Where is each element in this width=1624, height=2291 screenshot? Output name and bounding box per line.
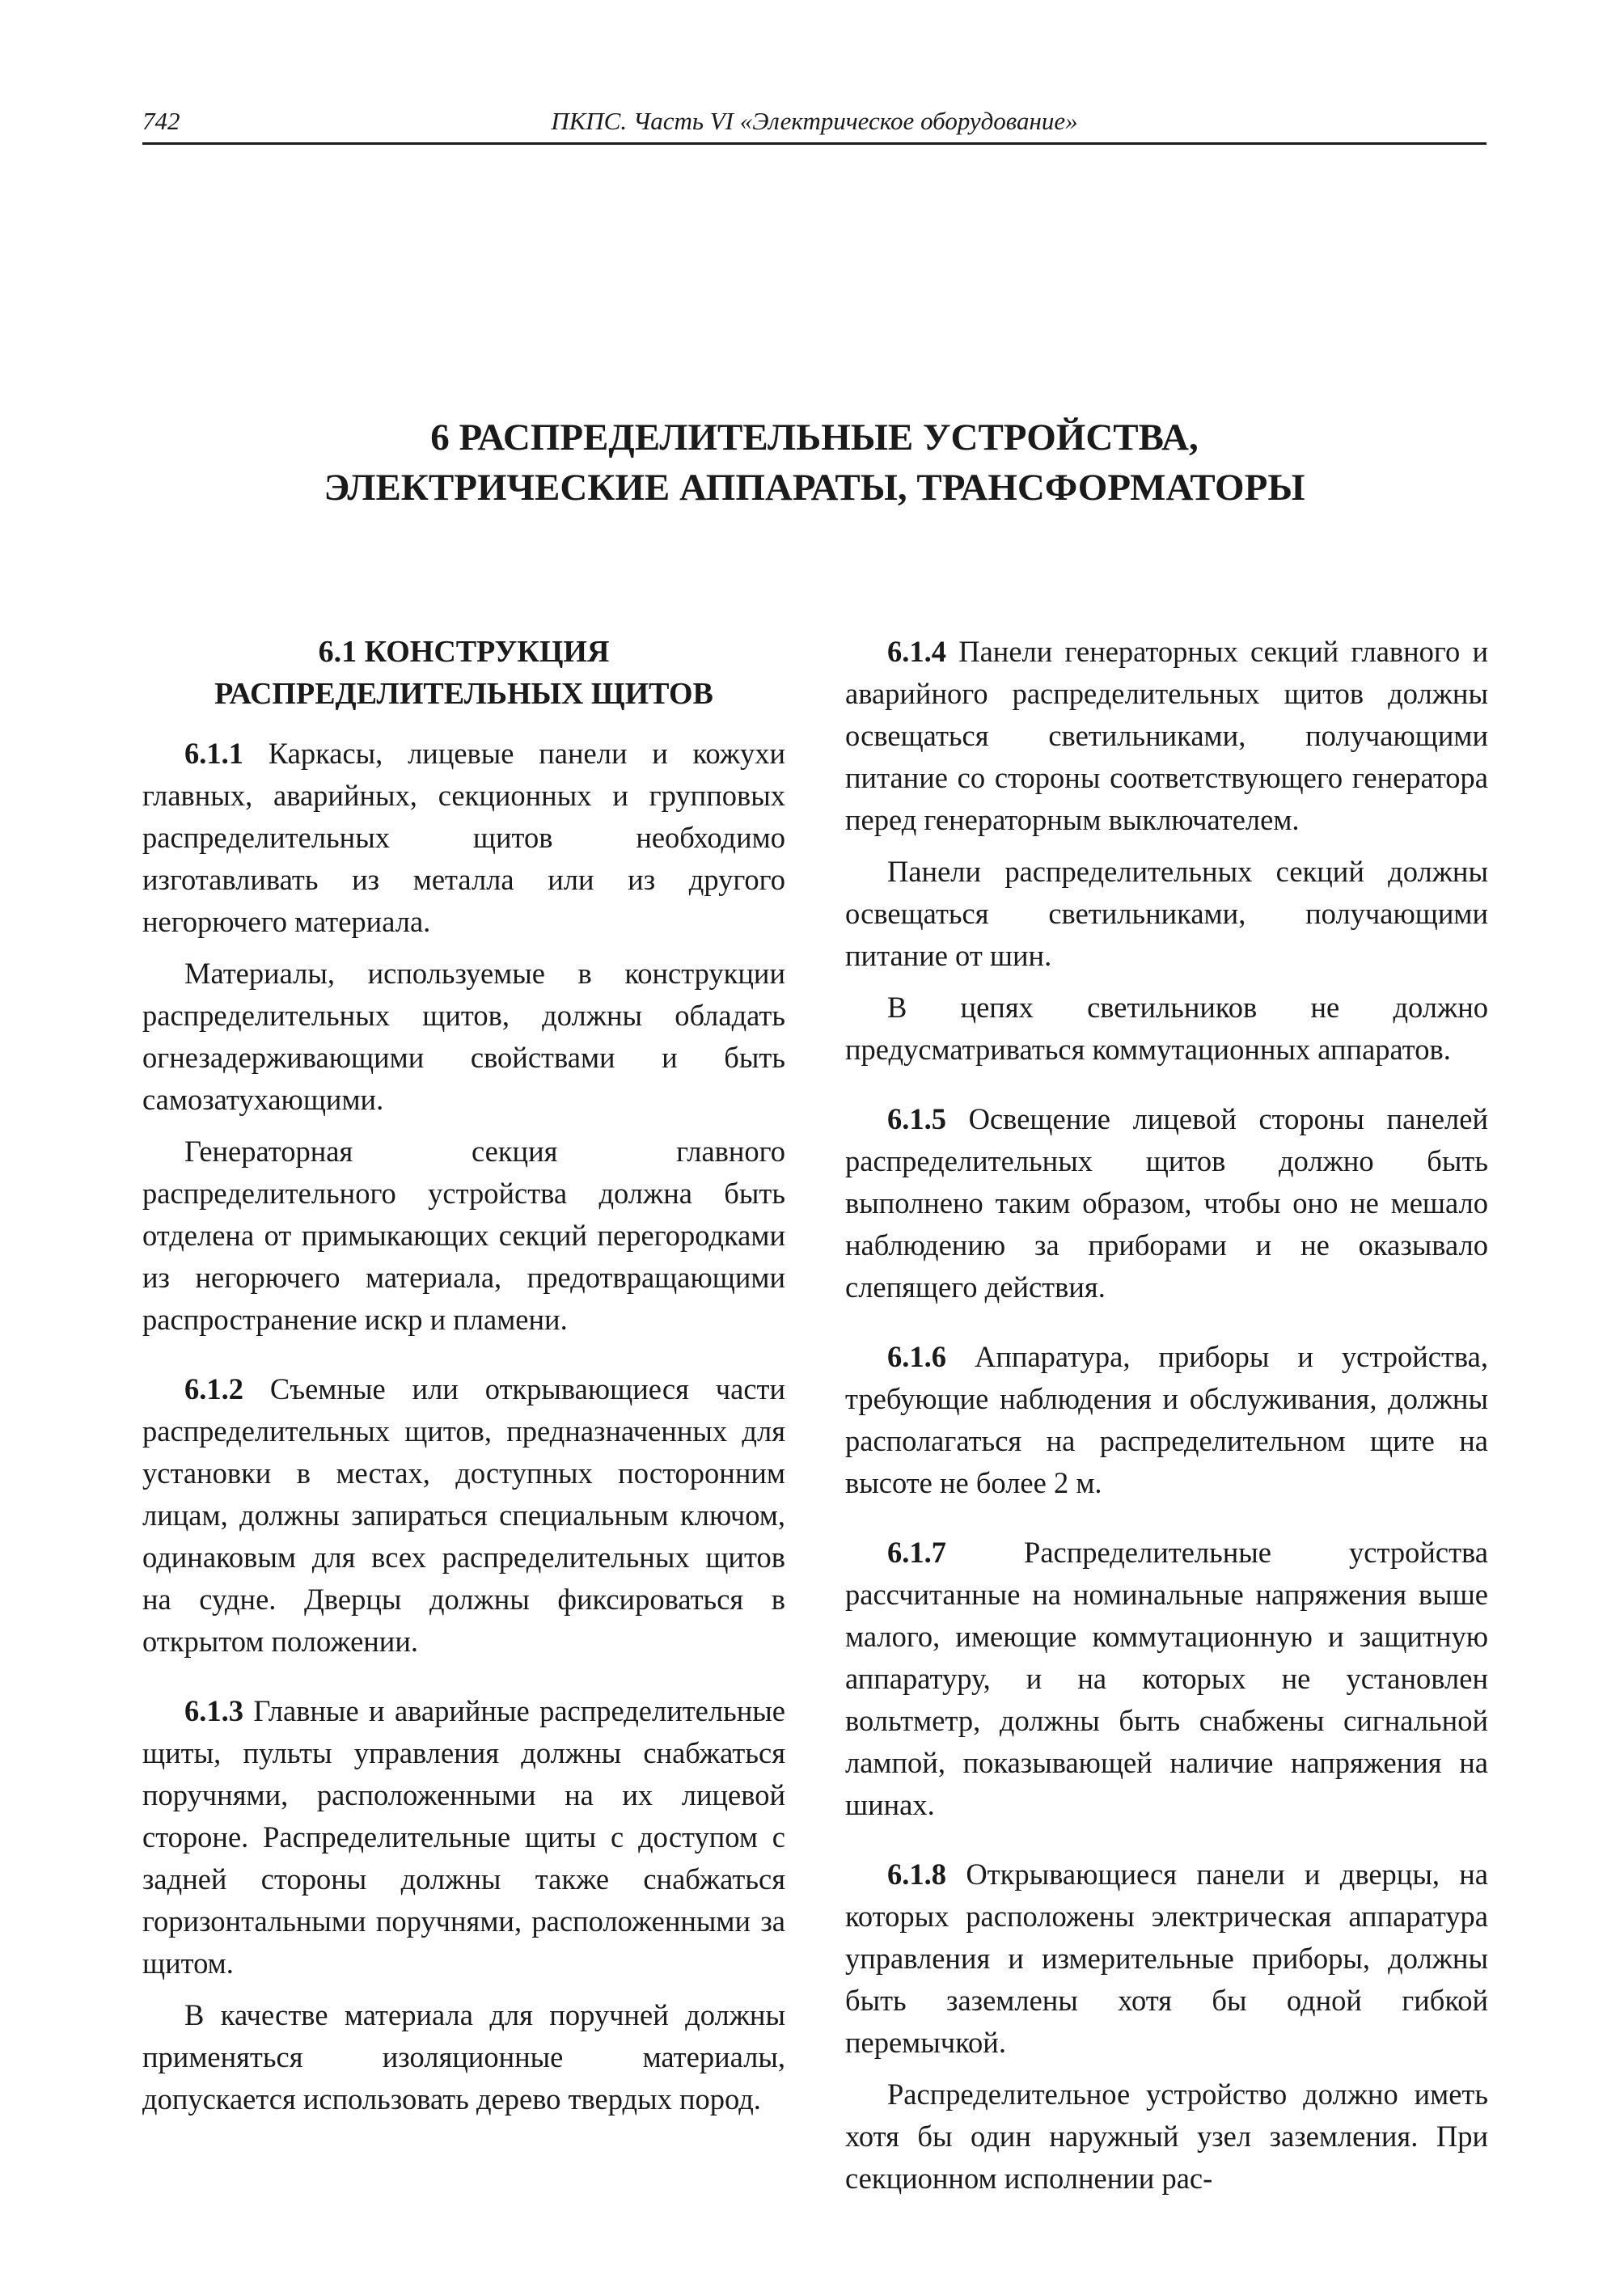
paragraph [845,1336,1488,1504]
paragraph-text: Главные и аварийные распределительные щиты, пульты управления должны снабжаться поручнями, расположенными на их лицевой стороне. Распределительные щиты с доступом с задней стороны должны также снабжаться горизонтальными поручнями, расположенными за щитом. [142,1694,786,1980]
paragraph-text: Открывающиеся панели и дверцы, на которых расположены электрическая аппаратура управления и измерительные приборы, должны быть заземлены хотя бы одной гибкой перемычкой. [845,1858,1489,2059]
paragraph-text: В цепях светильников не должно предусматриваться коммутационных аппаратов. [845,991,1488,1066]
paragraph-text: Освещение лицевой стороны панелей распределительных щитов должно быть выполнено таким образом, чтобы оно не мешало наблюдению за приборами и не оказывало слепящего действия. [845,1102,1488,1304]
paragraph-text: Каркасы, лицевые панели и кожухи главных, аварийных, секционных и групповых распределительных щитов необходимо изготавливать из металла или из другого негорючего материала. [142,737,785,938]
paragraph-text: Распределительное устройство должно иметь хотя бы один наружный узел заземления. При секционном исполнении рас- [845,2078,1488,2195]
clause-number: 6.1.2 [184,1372,243,1405]
paragraph [142,1131,785,1341]
left-column [142,631,785,2120]
paragraph-text: Распределительные устройства рассчитанные на номинальные напряжения выше малого, имеющие коммутационную и защитную аппаратуру, и на которых не установлен вольтметр, должны быть снабжены сигнальной лампой, показывающей наличие напряжения на шинах. [845,1536,1488,1821]
paragraph [142,953,785,1121]
paragraph [142,1994,785,2120]
paragraph-text: Панели распределительных секций должны освещаться светильниками, получающими питание от шин. [845,855,1488,972]
paragraph [142,733,785,943]
page-number: 742 [142,107,180,135]
paragraph-text: Съемные или открывающиеся части распределительных щитов, предназначенных для установки в местах, доступных посторонним лицам, должны запираться специальным ключом, одинаковым для всех распределительных щитов на судне. Дверцы должны фиксироваться в открытом положении. [142,1372,786,1658]
paragraph-text: Генераторная секция главного распределительного устройства должна быть отделена от примыкающих секций перегородками из негорючего материала, предотвращающими распространение искр и пламени. [142,1135,785,1336]
paragraph [142,1690,785,1985]
chapter-title [142,412,1487,513]
paragraph-text: Материалы, используемые в конструкции распределительных щитов, должны обладать огнезадерживающими свойствами и быть самозатухающими. [142,957,785,1116]
chapter-title-line-2: ЭЛЕКТРИЧЕСКИЕ АППАРАТЫ, ТРАНСФОРМАТОРЫ [324,467,1305,509]
clause-number: 6.1.7 [887,1536,946,1569]
paragraph-text: Панели генераторных секций главного и аварийного распределительных щитов должны освещаться светильниками, получающими питание со стороны соответствующего генератора перед генераторным выключателем. [845,635,1488,836]
clause-number: 6.1.8 [887,1858,946,1891]
paragraph [845,1532,1488,1826]
section-heading-line-2: РАСПРЕДЕЛИТЕЛЬНЫХ ЩИТОВ [214,677,713,711]
right-column [845,631,1488,2200]
section-heading [142,631,785,715]
paragraph [845,631,1488,841]
running-title: ПКПС. Часть VI «Электрическое оборудование» [551,107,1078,135]
chapter-title-line-1: 6 РАСПРЕДЕЛИТЕЛЬНЫЕ УСТРОЙСТВА, [430,416,1199,459]
paragraph [845,987,1488,1071]
paragraph [845,851,1488,977]
clause-number: 6.1.1 [184,737,243,770]
clause-number: 6.1.6 [887,1340,946,1373]
running-header [142,104,1487,145]
paragraph [142,1368,785,1663]
paragraph-text: Аппаратура, приборы и устройства, требующие наблюдения и обслуживания, должны располагаться на распределительном щите на высоте не более 2 м. [845,1340,1489,1499]
clause-number: 6.1.5 [887,1102,946,1135]
section-heading-line-1: 6.1 КОНСТРУКЦИЯ [318,635,610,669]
paragraph [845,2073,1488,2200]
paragraph [845,1098,1488,1308]
paragraph [845,1854,1488,2064]
clause-number: 6.1.3 [184,1694,243,1727]
clause-number: 6.1.4 [887,635,946,668]
paragraph-text: В качестве материала для поручней должны применяться изоляционные материалы, допускается использовать дерево твердых пород. [142,1998,785,2116]
